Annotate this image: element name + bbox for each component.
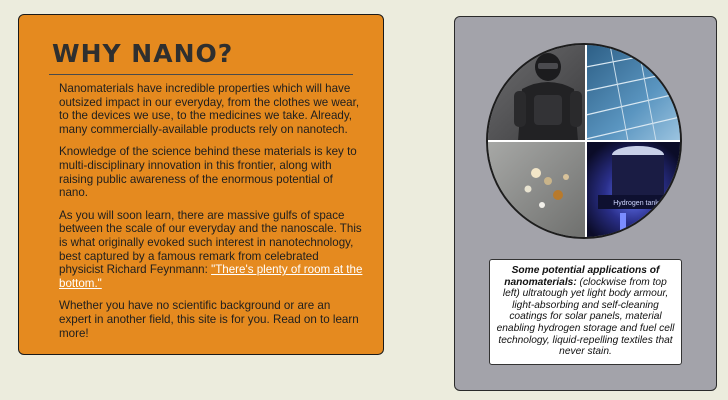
page-title: WHY NANO?	[52, 39, 234, 68]
hydrogen-tank-photo	[586, 141, 680, 237]
body-armour-photo	[488, 45, 586, 141]
feynman-quote-link[interactable]: "There's plenty of room at the bottom."	[59, 263, 363, 290]
collage-image	[488, 45, 680, 237]
caption-heading: Some potential applications of nanomaterials:	[504, 265, 660, 288]
applications-photo-collage	[486, 43, 682, 239]
paragraph-2: Knowledge of the science behind these materials is key to multi-disciplinary innovation in this frontier, along with raising public awareness of the enormous potential of nano.	[59, 145, 357, 200]
paragraph-1: Nanomaterials have incredible properties which will have outsized impact in our everyday, from the clothes we wear, to the devices we use, to the medicines we take. Already, many commercially-available products rely on nanotech.	[59, 82, 360, 136]
why-nano-card	[18, 14, 384, 355]
applications-gallery-card	[454, 16, 717, 391]
paragraph-4: Whether you have no scientific background or are an expert in another field, this site is for you. Read on to learn more!	[59, 299, 359, 340]
photo-caption	[489, 259, 682, 365]
hydrogen-tank-label: Hydrogen tank	[613, 200, 659, 207]
caption-text: (clockwise from top left) ultratough yet light body armour, light-absorbing and self-cleaning coatings for solar panels, material enabling hydrogen storage and fuel cell technology, liquid-repelling textiles that never stain.	[496, 276, 675, 358]
stain-resistant-textile-photo	[488, 141, 586, 237]
solar-panel-photo	[586, 45, 680, 141]
paragraph-3	[59, 209, 365, 291]
paragraph-3-text: As you will soon learn, there are massive gulfs of space between the scale of our everyday and the nanoscale. This is what originally evoked such interest in nanotechnology, best captured by a famous remark from celebrated physicist Richard Feynmann:	[59, 208, 362, 277]
intro-text	[19, 75, 383, 340]
